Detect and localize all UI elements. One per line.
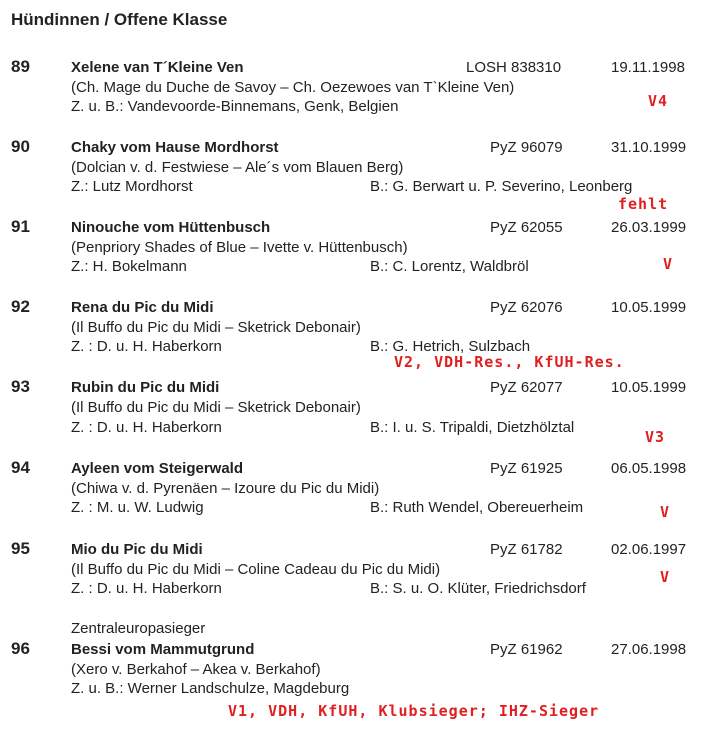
owner: B.: C. Lorentz, Waldbröl bbox=[370, 258, 529, 275]
title-pretext: Zentraleuropasieger bbox=[71, 620, 206, 637]
parents: (Penpriory Shades of Blue – Ivette v. Hüttenbusch) bbox=[71, 239, 408, 256]
breeder: Z. u. B.: Vandevoorde-Binnemans, Genk, Belgien bbox=[71, 98, 399, 115]
parents: (Xero v. Berkahof – Akea v. Berkahof) bbox=[71, 661, 321, 678]
dog-name: Bessi vom Mammutgrund bbox=[71, 641, 255, 658]
entry-number: 95 bbox=[11, 539, 30, 558]
dog-name: Chaky vom Hause Mordhorst bbox=[71, 139, 279, 156]
registration-number: PyZ 61962 bbox=[490, 641, 563, 658]
owner: B.: Ruth Wendel, Obereuerheim bbox=[370, 499, 584, 516]
result-rating: V1, VDH, KfUH, Klubsieger; IHZ-Sieger bbox=[228, 702, 600, 720]
page-title: Hündinnen / Offene Klasse bbox=[11, 10, 228, 29]
dog-name: Mio du Pic du Midi bbox=[71, 541, 203, 558]
dog-name: Ninouche vom Hüttenbusch bbox=[71, 219, 271, 236]
entry-number: 90 bbox=[11, 137, 30, 156]
breeder: Z.: H. Bokelmann bbox=[71, 258, 187, 275]
dog-name: Ayleen vom Steigerwald bbox=[71, 460, 244, 477]
breeder: Z. : D. u. H. Haberkorn bbox=[71, 338, 222, 355]
owner: B.: G. Hetrich, Sulzbach bbox=[370, 338, 531, 355]
registration-number: PyZ 61925 bbox=[490, 460, 563, 477]
registration-number: PyZ 61782 bbox=[490, 541, 563, 558]
birth-date: 06.05.1998 bbox=[611, 460, 687, 477]
registration-number: PyZ 62055 bbox=[490, 219, 563, 236]
birth-date: 02.06.1997 bbox=[611, 541, 687, 558]
birth-date: 19.11.1998 bbox=[611, 59, 685, 76]
registration-number: PyZ 62076 bbox=[490, 299, 563, 316]
breeder: Z. : D. u. H. Haberkorn bbox=[71, 580, 222, 597]
parents: (Chiwa v. d. Pyrenäen – Izoure du Pic du Midi) bbox=[71, 480, 380, 497]
birth-date: 26.03.1999 bbox=[611, 219, 687, 236]
birth-date: 10.05.1999 bbox=[611, 299, 687, 316]
parents: (Il Buffo du Pic du Midi – Coline Cadeau du Pic du Midi) bbox=[71, 561, 441, 578]
result-rating: fehlt bbox=[618, 195, 669, 213]
entry-number: 93 bbox=[11, 377, 30, 396]
registration-number: PyZ 96079 bbox=[490, 139, 563, 156]
breeder: Z. u. B.: Werner Landschulze, Magdeburg bbox=[71, 680, 350, 697]
registration-number: PyZ 62077 bbox=[490, 379, 563, 396]
parents: (Il Buffo du Pic du Midi – Sketrick Debonair) bbox=[71, 319, 361, 336]
result-rating: V4 bbox=[648, 92, 669, 110]
result-rating: V3 bbox=[645, 428, 666, 446]
entry-number: 89 bbox=[11, 57, 30, 76]
birth-date: 27.06.1998 bbox=[611, 641, 687, 658]
parents: (Il Buffo du Pic du Midi – Sketrick Debonair) bbox=[71, 399, 361, 416]
entry-number: 96 bbox=[11, 639, 30, 658]
birth-date: 10.05.1999 bbox=[611, 379, 687, 396]
entry-number: 94 bbox=[11, 458, 30, 477]
dog-name: Rena du Pic du Midi bbox=[71, 299, 214, 316]
dog-name: Xelene van T´Kleine Ven bbox=[71, 59, 244, 76]
parents: (Ch. Mage du Duche de Savoy – Ch. Oezewoes van T`Kleine Ven) bbox=[71, 79, 515, 96]
owner: B.: I. u. S. Tripaldi, Dietzhölztal bbox=[370, 419, 575, 436]
result-rating: V bbox=[660, 568, 671, 586]
result-rating: V bbox=[660, 503, 671, 521]
entry-number: 92 bbox=[11, 297, 30, 316]
result-rating: V2, VDH-Res., KfUH-Res. bbox=[394, 353, 625, 371]
registration-number: LOSH 838310 bbox=[466, 59, 562, 76]
owner: B.: G. Berwart u. P. Severino, Leonberg bbox=[370, 178, 633, 195]
breeder: Z. : D. u. H. Haberkorn bbox=[71, 419, 222, 436]
breeder: Z. : M. u. W. Ludwig bbox=[71, 499, 204, 516]
owner: B.: S. u. O. Klüter, Friedrichsdorf bbox=[370, 580, 586, 597]
breeder: Z.: Lutz Mordhorst bbox=[71, 178, 193, 195]
dog-name: Rubin du Pic du Midi bbox=[71, 379, 220, 396]
parents: (Dolcian v. d. Festwiese – Ale´s vom Blauen Berg) bbox=[71, 159, 404, 176]
birth-date: 31.10.1999 bbox=[611, 139, 687, 156]
result-rating: V bbox=[663, 255, 674, 273]
entry-number: 91 bbox=[11, 217, 30, 236]
